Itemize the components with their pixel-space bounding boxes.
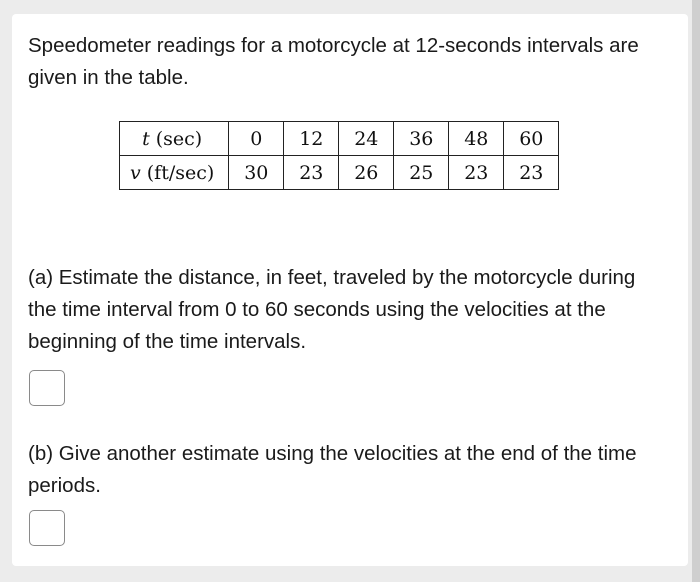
problem-intro-text: Speedometer readings for a motorcycle at 12-seconds intervals are given in the table. xyxy=(28,34,639,89)
table-cell: 24 xyxy=(339,122,394,156)
table-cell: 26 xyxy=(339,156,394,190)
time-unit: (sec) xyxy=(149,127,203,150)
table-cell: 25 xyxy=(394,156,449,190)
table-cell: 23 xyxy=(504,156,559,190)
table-row-velocity xyxy=(120,156,559,190)
answer-input-b[interactable] xyxy=(29,510,65,546)
problem-card xyxy=(12,14,688,566)
table-cell: 12 xyxy=(284,122,339,156)
part-a-question: (a) Estimate the distance, in feet, traveled by the motorcycle during the time interval from 0 to 60 seconds using the velocities at the beginning of the time intervals. xyxy=(28,266,636,353)
part-b-question: (b) Give another estimate using the velocities at the end of the time periods. xyxy=(28,442,637,497)
answer-input-a[interactable] xyxy=(29,370,65,406)
table-cell: 23 xyxy=(449,156,504,190)
velocity-variable: v xyxy=(130,161,141,184)
table-cell: 36 xyxy=(394,122,449,156)
row-header-time xyxy=(120,122,229,156)
table-cell: 30 xyxy=(229,156,284,190)
velocity-unit: (ft/sec) xyxy=(140,161,215,184)
table-cell: 0 xyxy=(229,122,284,156)
table-cell: 23 xyxy=(284,156,339,190)
speedometer-table xyxy=(119,121,559,190)
table-cell: 60 xyxy=(504,122,559,156)
scrollbar-edge xyxy=(692,0,700,582)
table-cell: 48 xyxy=(449,122,504,156)
row-header-velocity xyxy=(120,156,229,190)
time-variable: t xyxy=(142,127,150,150)
table-row-time xyxy=(120,122,559,156)
